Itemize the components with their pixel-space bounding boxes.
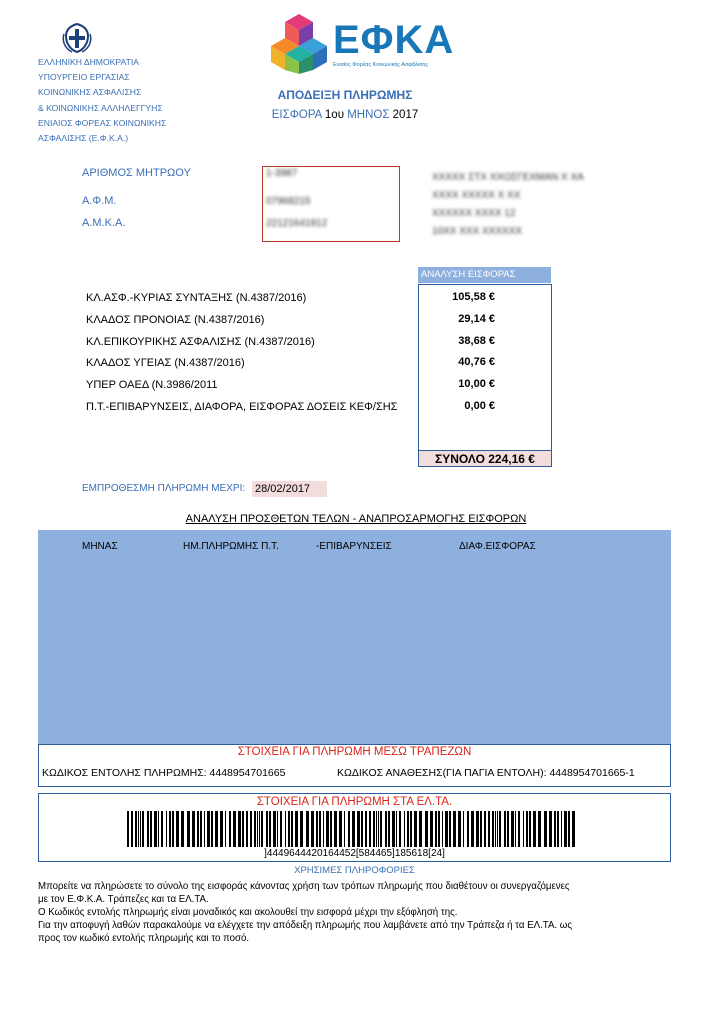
barcode-bar bbox=[572, 811, 575, 847]
analysis-row-label: Π.Τ.-ΕΠΙΒΑΡΥΝΣΕΙΣ, ΔΙΑΦΟΡΑ, ΕΙΣΦΟΡΑΣ ΔΟΣΕΙΣ ΚΕΦ/ΣΗΣ bbox=[86, 401, 398, 413]
afm-label: Α.Φ.Μ. bbox=[82, 195, 117, 207]
month-label: ΜΗΝΟΣ bbox=[347, 109, 390, 121]
barcode-bar bbox=[150, 811, 152, 847]
barcode-bar bbox=[442, 811, 443, 847]
barcode-bar bbox=[211, 811, 213, 847]
barcode-bar bbox=[154, 811, 157, 847]
address-line: ΧΧΧΧ ΧΧΧΧΧ Χ ΧΧ bbox=[432, 190, 521, 201]
analysis-row-value: 105,58 € bbox=[452, 291, 495, 303]
receipt-title: ΑΠΟΔΕΙΞΗ ΠΛΗΡΩΜΗΣ bbox=[277, 88, 413, 102]
barcode-bar bbox=[435, 811, 437, 847]
column-header-month: ΜΗΝΑΣ bbox=[82, 541, 118, 552]
barcode-bar bbox=[497, 811, 498, 847]
barcode-bar bbox=[246, 811, 248, 847]
barcode-bar bbox=[300, 811, 303, 847]
barcode-bar bbox=[147, 811, 149, 847]
barcode-bar bbox=[280, 811, 282, 847]
barcode-bar bbox=[561, 811, 562, 847]
barcode-bar bbox=[288, 811, 290, 847]
extra-charges-title-text: ΑΝΑΛΥΣΗ ΠΡΟΣΘΕΤΩΝ ΤΕΛΩΝ - ΑΝΑΠΡΟΣΑΡΜΟΓΗΣ ΕΙΣΦΟΡΩΝ bbox=[185, 513, 527, 525]
barcode-bar bbox=[181, 811, 184, 847]
info-line: Ο Κωδικός εντολής πληρωμής είναι μοναδικός και ακολουθεί την εισφορά μέχρι την εξόφλησή της. bbox=[38, 907, 458, 918]
contribution-label: ΕΙΣΦΟΡΑ bbox=[271, 109, 322, 121]
barcode-bar bbox=[425, 811, 428, 847]
barcode-bar bbox=[311, 811, 314, 847]
greek-emblem-icon bbox=[60, 22, 94, 54]
barcode-bar bbox=[257, 811, 258, 847]
analysis-row-value: 40,76 € bbox=[458, 356, 495, 368]
barcode-bar bbox=[344, 811, 345, 847]
standing-order-code: ΚΩΔΙΚΟΣ ΑΝΑΘΕΣΗΣ(ΓΙΑ ΠΑΓΙΑ ΕΝΤΟΛΗ): 4448954701665-1 bbox=[337, 767, 635, 779]
info-line: Για την αποφυγή λαθών παρακαλούμε να ελέγχετε την απόδειξη πληρωμής που λαμβάνετε από την Τράπεζα ή τα ΕΛ.ΤΑ. ως bbox=[38, 920, 573, 931]
barcode-bar bbox=[504, 811, 506, 847]
barcode-bar bbox=[471, 811, 474, 847]
barcode-bar bbox=[131, 811, 133, 847]
barcode-bar bbox=[215, 811, 218, 847]
barcode-bar bbox=[158, 811, 159, 847]
barcode-bar bbox=[172, 811, 174, 847]
analysis-row-value: 29,14 € bbox=[458, 313, 495, 325]
barcode-bar bbox=[176, 811, 179, 847]
analysis-row-label: ΚΛΑΔΟΣ ΥΓΕΙΑΣ (Ν.4387/2016) bbox=[86, 357, 245, 369]
barcode-bar bbox=[538, 811, 541, 847]
barcode-bar bbox=[291, 811, 293, 847]
column-header-surcharges: -ΕΠΙΒΑΡΥΝΣΕΙΣ bbox=[316, 541, 392, 552]
barcode-bar bbox=[339, 811, 342, 847]
amka-label: Α.Μ.Κ.Α. bbox=[82, 217, 126, 229]
barcode-bar bbox=[259, 811, 260, 847]
barcode-bar bbox=[295, 811, 298, 847]
logo-text: ΕΦΚΑ bbox=[333, 18, 455, 62]
address-line: 10ΧΧ ΧΧΧ ΧΧΧΧΧΧ bbox=[432, 226, 523, 237]
barcode-bar bbox=[467, 811, 469, 847]
ministry-line: ΚΟΙΝΩΝΙΚΗΣ ΑΣΦΑΛΙΣΗΣ bbox=[38, 87, 142, 98]
column-header-payment-date: ΗΜ.ΠΛΗΡΩΜΗΣ Π.Τ. bbox=[183, 541, 279, 552]
barcode-bar bbox=[233, 811, 236, 847]
ministry-line: ΕΛΛΗΝΙΚΗ ΔΗΜΟΚΡΑΤΙΑ bbox=[38, 57, 139, 67]
barcode-bar bbox=[285, 811, 286, 847]
address-line: ΧΧΧΧΧ ΣΤΧ ΧΧΟΣΓΕΧΜΑΝ Χ ΧΑ bbox=[432, 172, 584, 183]
barcode-bar bbox=[229, 811, 231, 847]
barcode-bar bbox=[192, 811, 195, 847]
total-amount: ΣΥΝΟΛΟ 224,16 € bbox=[418, 450, 552, 467]
barcode-bar bbox=[476, 811, 479, 847]
barcode-bar bbox=[161, 811, 163, 847]
barcode-bar bbox=[492, 811, 494, 847]
barcode-bar bbox=[507, 811, 509, 847]
barcode-bar bbox=[238, 811, 241, 847]
barcode-bar bbox=[207, 811, 210, 847]
barcode-bar bbox=[445, 811, 448, 847]
analysis-row-value: 0,00 € bbox=[464, 400, 495, 412]
barcode-bar bbox=[549, 811, 552, 847]
barcode-bar bbox=[266, 811, 268, 847]
ministry-line: ΥΠΟΥΡΓΕΙΟ ΕΡΓΑΣΙΑΣ bbox=[38, 72, 130, 83]
barcode-bar bbox=[396, 811, 397, 847]
barcode-bar bbox=[365, 811, 367, 847]
year: 2017 bbox=[392, 109, 419, 121]
barcode-bar bbox=[261, 811, 263, 847]
barcode-bar bbox=[254, 811, 256, 847]
barcode-bar bbox=[277, 811, 278, 847]
column-header-difference: ΔΙΑΦ.ΕΙΣΦΟΡΑΣ bbox=[459, 541, 536, 552]
barcode-bar bbox=[484, 811, 486, 847]
barcode-bar bbox=[458, 811, 461, 847]
barcode-bar bbox=[140, 811, 141, 847]
barcode-bar bbox=[334, 811, 337, 847]
barcode-bar bbox=[220, 811, 223, 847]
barcode-bar bbox=[269, 811, 271, 847]
barcode-bar bbox=[376, 811, 377, 847]
barcode-bar bbox=[200, 811, 202, 847]
barcode-bar bbox=[373, 811, 375, 847]
barcode-bar bbox=[348, 811, 350, 847]
barcode-bar bbox=[533, 811, 536, 847]
barcode-bar bbox=[564, 811, 567, 847]
barcode-bar bbox=[306, 811, 309, 847]
barcode-bar bbox=[495, 811, 496, 847]
address-line: ΧΧΧΧΧΧ ΧΧΧΧ 12 bbox=[432, 208, 516, 219]
barcode-bar bbox=[544, 811, 547, 847]
barcode-bar bbox=[453, 811, 456, 847]
efka-logo-icon bbox=[270, 12, 328, 76]
barcode-bar bbox=[250, 811, 252, 847]
barcode-bar bbox=[385, 811, 387, 847]
barcode-bar bbox=[414, 811, 417, 847]
barcode-bar bbox=[388, 811, 390, 847]
barcode-bar bbox=[142, 811, 144, 847]
extra-charges-title bbox=[40, 513, 672, 525]
barcode-bar bbox=[380, 811, 382, 847]
barcode-bar bbox=[529, 811, 531, 847]
barcode-bar bbox=[225, 811, 226, 847]
barcode-bar bbox=[138, 811, 139, 847]
barcode-bar bbox=[438, 811, 440, 847]
barcode-bar bbox=[407, 811, 409, 847]
barcode-bar bbox=[430, 811, 433, 847]
barcode-bar bbox=[568, 811, 570, 847]
barcode-bar bbox=[326, 811, 329, 847]
due-date-label: ΕΜΠΡΟΘΕΣΜΗ ΠΛΗΡΩΜΗ ΜΕΧΡΙ: bbox=[82, 483, 246, 494]
barcode-bar bbox=[204, 811, 205, 847]
barcode-bar bbox=[480, 811, 482, 847]
barcode-bar bbox=[404, 811, 405, 847]
barcode bbox=[127, 811, 580, 847]
barcode-bar bbox=[369, 811, 371, 847]
analysis-row-value: 38,68 € bbox=[458, 335, 495, 347]
barcode-bar bbox=[399, 811, 401, 847]
post-payment-title: ΣΤΟΙΧΕΙΑ ΓΙΑ ΠΛΗΡΩΜΗ ΣΤΑ ΕΛ.ΤΑ. bbox=[256, 796, 453, 808]
useful-info-text bbox=[38, 880, 678, 945]
barcode-bar bbox=[316, 811, 318, 847]
barcode-bar bbox=[319, 811, 321, 847]
barcode-bar bbox=[357, 811, 360, 847]
due-date-value: 28/02/2017 bbox=[252, 481, 327, 497]
barcode-bar bbox=[166, 811, 167, 847]
barcode-bar bbox=[499, 811, 501, 847]
info-line: προς τον κωδικό εντολής πληρωμής και το ποσό. bbox=[38, 933, 250, 944]
barcode-bar bbox=[273, 811, 276, 847]
barcode-bar bbox=[463, 811, 464, 847]
info-line: Μπορείτε να πληρώσετε το σύνολο της εισφοράς κάνοντας χρήση των τρόπων πληρωμής που διαθέτουν οι συνεργαζόμενες bbox=[38, 881, 570, 892]
barcode-bar bbox=[518, 811, 520, 847]
analysis-values-box bbox=[418, 284, 552, 465]
ministry-block bbox=[38, 55, 228, 146]
analysis-row-value: 10,00 € bbox=[458, 378, 495, 390]
registry-value: 1-3987 bbox=[266, 168, 298, 179]
barcode-bar bbox=[557, 811, 559, 847]
barcode-bar bbox=[242, 811, 244, 847]
barcode-bar bbox=[449, 811, 451, 847]
receipt-period bbox=[230, 109, 460, 121]
barcode-bar bbox=[526, 811, 528, 847]
barcode-bar bbox=[352, 811, 355, 847]
barcode-bar bbox=[135, 811, 137, 847]
analysis-row-label: ΚΛΑΔΟΣ ΠΡΟΝΟΙΑΣ (Ν.4387/2016) bbox=[86, 314, 265, 326]
barcode-bar bbox=[127, 811, 129, 847]
analysis-row-label: ΥΠΕΡ ΟΑΕΔ (Ν.3986/2011 bbox=[86, 379, 218, 391]
barcode-bar bbox=[169, 811, 171, 847]
barcode-bar bbox=[197, 811, 199, 847]
logo-subtitle: Ενιαίος Φορέας Κοινωνικής Ασφάλισης bbox=[333, 62, 429, 68]
barcode-bar bbox=[419, 811, 422, 847]
barcode-bar bbox=[410, 811, 412, 847]
info-line: με τον Ε.Φ.Κ.Α. Τράπεζες και τα ΕΛ.ΤΑ. bbox=[38, 894, 209, 905]
month-ordinal: 1ου bbox=[324, 109, 344, 121]
analysis-row-label: ΚΛ.ΕΠΙΚΟΥΡΙΚΗΣ ΑΣΦΑΛΙΣΗΣ (Ν.4387/2016) bbox=[86, 336, 315, 348]
barcode-number: ]4449644420164452[584465]185618[24] bbox=[264, 848, 445, 859]
barcode-bar bbox=[323, 811, 324, 847]
barcode-bar bbox=[361, 811, 363, 847]
barcode-bar bbox=[330, 811, 332, 847]
barcode-bar bbox=[488, 811, 490, 847]
barcode-bar bbox=[378, 811, 379, 847]
ministry-line: ΑΣΦΑΛΙΣΗΣ (Ε.Φ.Κ.Α.) bbox=[38, 133, 129, 144]
ministry-line: ΕΝΙΑΙΟΣ ΦΟΡΕΑΣ ΚΟΙΝΩΝΙΚΗΣ bbox=[38, 117, 167, 128]
amka-value: 22121641812 bbox=[266, 218, 328, 229]
barcode-bar bbox=[554, 811, 556, 847]
afm-value: 07968215 bbox=[266, 196, 311, 207]
payment-order-code: ΚΩΔΙΚΟΣ ΕΝΤΟΛΗΣ ΠΛΗΡΩΜΗΣ: 4448954701665 bbox=[42, 767, 286, 779]
registry-label: ΑΡΙΘΜΟΣ ΜΗΤΡΩΟΥ bbox=[82, 167, 191, 179]
ministry-line: & ΚΟΙΝΩΝΙΚΗΣ ΑΛΛΗΛΕΓΓΥΗΣ bbox=[38, 102, 163, 113]
barcode-bar bbox=[187, 811, 190, 847]
analysis-header: ΑΝΑΛΥΣΗ ΕΙΣΦΟΡΑΣ bbox=[418, 267, 551, 283]
useful-info-title: ΧΡΗΣΙΜΕΣ ΠΛΗΡΟΦΟΡΙΕΣ bbox=[294, 865, 415, 876]
barcode-bar bbox=[523, 811, 524, 847]
barcode-bar bbox=[392, 811, 395, 847]
extra-charges-panel bbox=[38, 530, 671, 744]
barcode-bar bbox=[511, 811, 514, 847]
bank-payment-title: ΣΤΟΙΧΕΙΑ ΓΙΑ ΠΛΗΡΩΜΗ ΜΕΣΩ ΤΡΑΠΕΖΩΝ bbox=[237, 746, 472, 758]
analysis-row-label: ΚΛ.ΑΣΦ.-ΚΥΡΙΑΣ ΣΥΝΤΑΞΗΣ (Ν.4387/2016) bbox=[86, 292, 307, 304]
barcode-bar bbox=[515, 811, 516, 847]
